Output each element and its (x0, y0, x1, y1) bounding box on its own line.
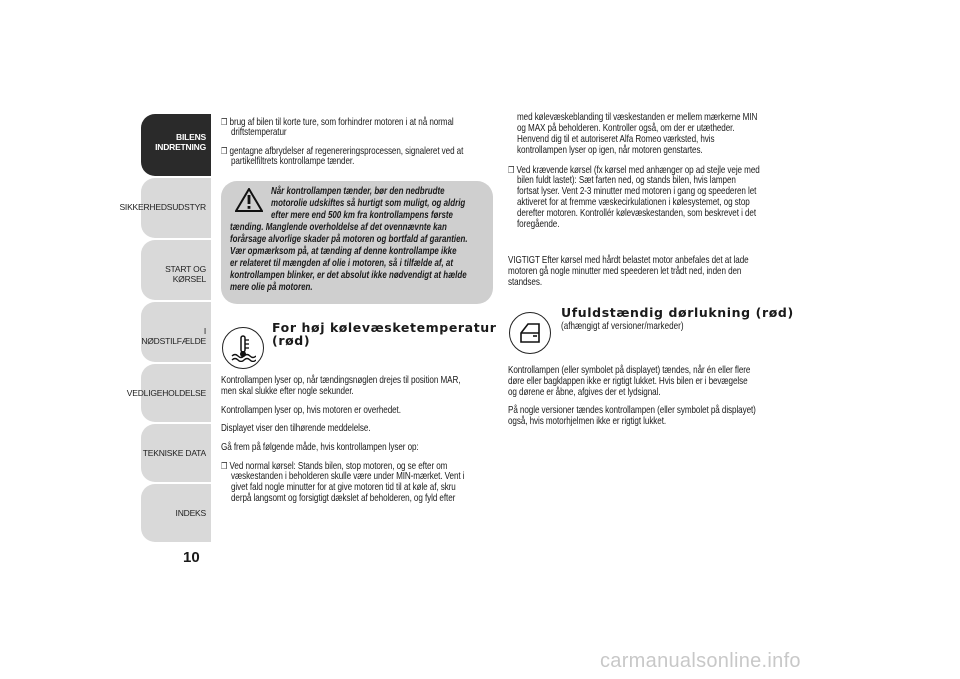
sidebar-tab-bilens-indretning[interactable] (141, 114, 211, 176)
bullet-item-cont: fortsat lyser. Vent 2-3 minutter med motoren i gang og speederen let (517, 186, 757, 197)
warning-line: forårsage alvorlige skader på motoren og bortfald af garantien. (230, 234, 468, 245)
tab-label: INDEKS (175, 508, 206, 518)
paragraph-line: døre eller bagklappen ikke er rigtigt lukket. Hvis bilen er i bevægelse (508, 376, 748, 387)
bullet-item-cont: væskestanden i beholderen skulle være under MIN-mærket. Vent i (231, 471, 465, 482)
bullet-item-cont: foregående. (517, 219, 560, 230)
warning-line: mere olie på motoren. (230, 282, 313, 293)
warning-line: motorolie udskiftes så hurtigt som muligt, og aldrig (271, 198, 466, 209)
paragraph-line: Henvend dig til et autoriseret Alfa Romeo værksted, hvis (517, 134, 715, 145)
important-line: standses. (508, 277, 542, 288)
paragraph-line: med kølevæskeblanding til væskestanden er mellem mærkerne MIN (517, 112, 758, 123)
warning-triangle-icon (235, 188, 263, 212)
tab-label: I NØDSTILFÆLDE (141, 326, 206, 346)
section-subheading: (afhængigt af versioner/markeder) (561, 321, 684, 332)
tab-label: BILENS INDRETNING (155, 132, 206, 152)
important-line: VIGTIGT Efter kørsel med hårdt belastet motor anbefales det at lade (508, 255, 749, 266)
tab-label: SIKKERHEDSUDSTYR (119, 202, 206, 212)
sidebar-tab-vedligeholdelse[interactable] (126, 364, 211, 422)
warning-line: Når kontrollampen tænder, bør den nedbrudte (271, 186, 445, 197)
sidebar-tab-sikkerhedsudstyr[interactable] (119, 178, 211, 238)
door-icon-frame (509, 312, 551, 354)
coolant-temperature-icon (230, 334, 256, 362)
bullet-item: ❒ brug af bilen til korte ture, som forhindrer motoren i at nå normal (221, 117, 454, 128)
warning-line: er relateret til mængden af olie i motoren, så i tilfælde af, at (230, 258, 453, 269)
bullet-item-cont: bilen fuldt lastet): Sæt farten ned, og stands bilen, hvis lampen (517, 175, 736, 186)
paragraph-line: men skal slukke efter nogle sekunder. (221, 386, 354, 397)
paragraph-line: Kontrollampen (eller symbolet på displayet) tændes, når én eller flere (508, 365, 751, 376)
bullet-item-cont: driftstemperatur (231, 127, 287, 138)
section-heading-door: Ufuldstændig dørlukning (rød) (561, 305, 794, 320)
tab-label: TEKNISKE DATA (142, 448, 206, 458)
paragraph-line: kontrollampen lyser op igen, når motoren genstartes. (517, 145, 703, 156)
coolant-icon-frame (222, 327, 264, 369)
page-number: 10 (183, 549, 200, 566)
sidebar-tab-i-nodstilfaelde[interactable] (141, 302, 211, 362)
bullet-item-cont: aktiveret for at fremme væskecirkulationen i kølesystemet, og stop (517, 197, 750, 208)
paragraph-line: Kontrollampen lyser op, hvis motoren er overhedet. (221, 405, 401, 416)
bullet-item: ❒ Ved krævende kørsel (fx kørsel med anhænger op ad stejle veje med (508, 165, 760, 176)
important-line: motoren gå nogle minutter med speederen let trådt ned, inden den (508, 266, 742, 277)
door-open-icon (518, 321, 542, 345)
tab-label: VEDLIGEHOLDELSE (126, 388, 206, 398)
warning-line: tænding. Manglende overholdelse af det ovennævnte kan (230, 222, 447, 233)
tab-label: START OG KØRSEL (165, 264, 206, 284)
paragraph-line: Gå frem på følgende måde, hvis kontrollampen lyser op: (221, 442, 419, 453)
section-heading-coolant-2: (rød) (272, 333, 311, 348)
warning-line: kontrollampen blinker, er det absolut ikke nødvendigt at hælde (230, 270, 467, 281)
warning-line: efter mere end 500 km fra kontrollampens første (271, 210, 453, 221)
watermark: carmanualsonline.info (600, 650, 801, 672)
bullet-item: ❒ Ved normal kørsel: Stands bilen, stop motoren, og se efter om (221, 461, 448, 472)
section-heading-coolant: For høj kølevæsketemperatur (272, 320, 497, 335)
sidebar-tab-tekniske-data[interactable] (141, 424, 211, 482)
bullet-item-cont: givet fald nogle minutter for at give motoren tid til at køle af, skru (231, 482, 456, 493)
paragraph-line: og MAX på beholderen. Kontroller også, om der er utætheder. (517, 123, 735, 134)
sidebar-tab-indeks[interactable] (141, 484, 211, 542)
paragraph-line: På nogle versioner tændes kontrollampen (eller symbolet på displayet) (508, 405, 756, 416)
bullet-item-cont: partikelfiltrets kontrollampe tænder. (231, 156, 355, 167)
paragraph-line: og dørene er åbne, afgives der et lydsignal. (508, 387, 661, 398)
bullet-item-cont: derefter motoren. Kontrollér kølevæskestanden, som beskrevet i det (517, 208, 757, 219)
paragraph-line: også, hvis motorhjelmen ikke er rigtigt lukket. (508, 416, 667, 427)
warning-line: Vær opmærksom på, at tænding af denne kontrollampe ikke (230, 246, 457, 257)
paragraph-line: Displayet viser den tilhørende meddelelse. (221, 423, 371, 434)
bullet-item: ❒ gentagne afbrydelser af regenereringsprocessen, signaleret ved at (221, 146, 464, 157)
warning-box (221, 181, 493, 304)
sidebar-tab-start-og-korsel[interactable] (141, 240, 211, 300)
bullet-item-cont: derpå langsomt og forsigtigt dækslet af beholderen, og fyld efter (231, 493, 456, 504)
paragraph-line: Kontrollampen lyser op, når tændingsnøglen drejes til position MAR, (221, 375, 461, 386)
